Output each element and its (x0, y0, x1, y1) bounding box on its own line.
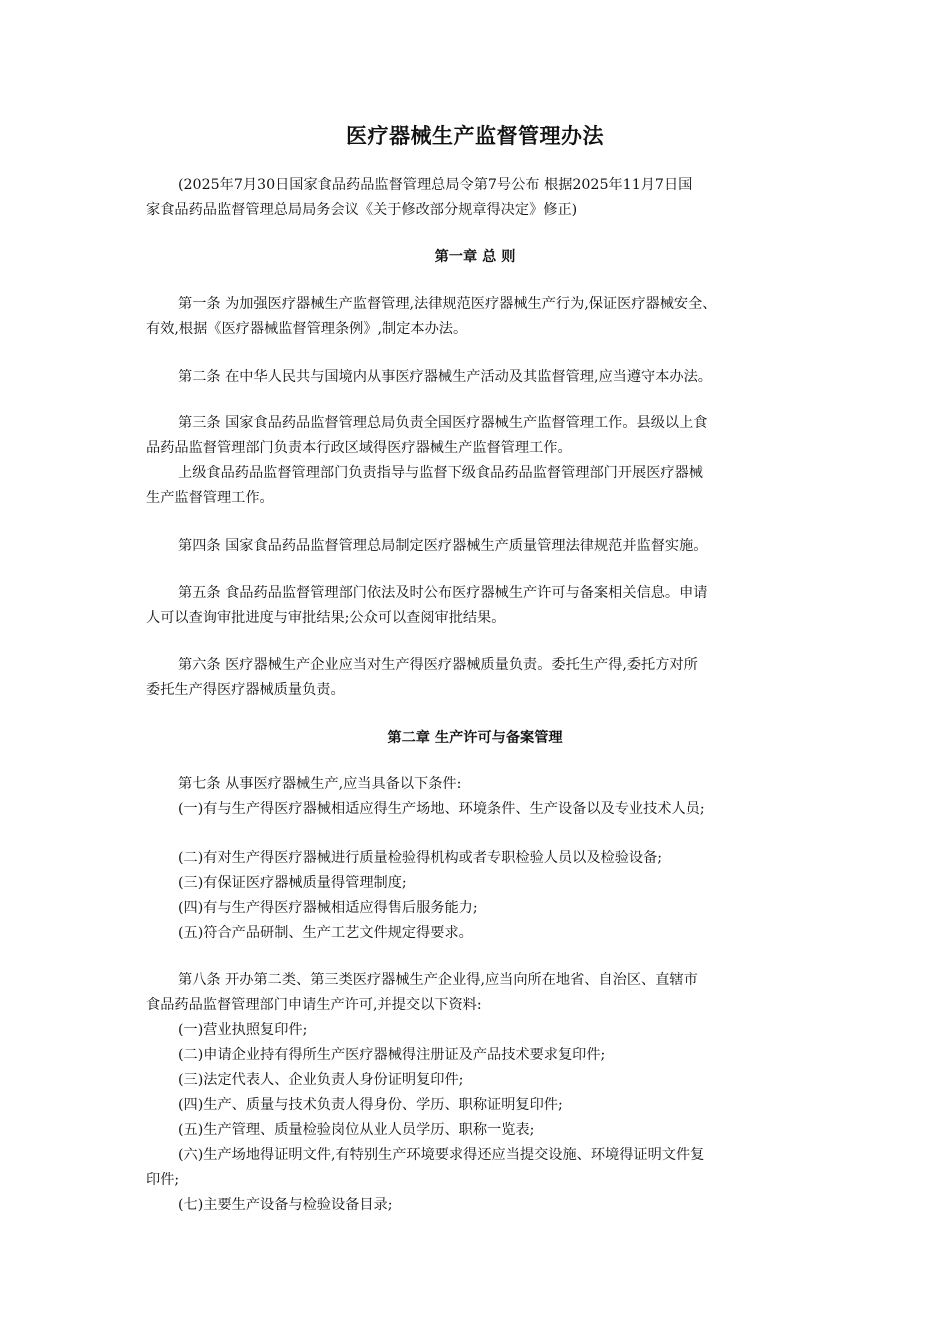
article-8-item-3: (三)法定代表人、企业负责人身份证明复印件; (178, 1072, 464, 1088)
article-7-item-1: (一)有与生产得医疗器械相适应得生产场地、环境条件、生产设备以及专业技术人员; (178, 801, 705, 817)
article-3-line-2: 品药品监督管理部门负责本行政区域得医疗器械生产监督管理工作。 (146, 440, 572, 456)
article-8-line-1: 第八条 开办第二类、第三类医疗器械生产企业得,应当向所在地省、自治区、直辖市 (178, 972, 698, 988)
article-6-line-1: 第六条 医疗器械生产企业应当对生产得医疗器械质量负责。委托生产得,委托方对所 (178, 657, 698, 673)
article-7-item-5: (五)符合产品研制、生产工艺文件规定得要求。 (178, 925, 473, 941)
article-4-line-1: 第四条 国家食品药品监督管理总局制定医疗器械生产质量管理法律规范并监督实施。 (178, 538, 708, 554)
article-5-line-2: 人可以查询审批进度与审批结果;公众可以查阅审批结果。 (146, 610, 506, 626)
preamble-line-2: 家食品药品监督管理总局局务会议《关于修改部分规章得决定》修正) (146, 202, 578, 218)
article-7-item-4: (四)有与生产得医疗器械相适应得售后服务能力; (178, 900, 478, 916)
article-8-item-6-cont: 印件; (146, 1172, 180, 1188)
document-title: 医疗器械生产监督管理办法 (346, 124, 604, 148)
article-7-item-3: (三)有保证医疗器械质量得管理制度; (178, 875, 407, 891)
article-2-line-1: 第二条 在中华人民共与国境内从事医疗器械生产活动及其监督管理,应当遵守本办法。 (178, 369, 712, 385)
article-8-item-7: (七)主要生产设备与检验设备目录; (178, 1197, 393, 1213)
article-6-line-2: 委托生产得医疗器械质量负责。 (146, 682, 345, 698)
article-3-line-4: 生产监督管理工作。 (146, 490, 274, 506)
chapter-2-heading: 第二章 生产许可与备案管理 (387, 730, 563, 746)
article-1-line-2: 有效,根据《医疗器械监督管理条例》,制定本办法。 (146, 321, 468, 337)
article-8-item-4: (四)生产、质量与技术负责人得身份、学历、职称证明复印件; (178, 1097, 563, 1113)
article-1-line-1: 第一条 为加强医疗器械生产监督管理,法律规范医疗器械生产行为,保证医疗器械安全、 (178, 296, 717, 312)
article-5-line-1: 第五条 食品药品监督管理部门依法及时公布医疗器械生产许可与备案相关信息。申请 (178, 585, 708, 601)
preamble-line-1: (2025年7月30日国家食品药品监督管理总局令第7号公布 根据2025年11月7日国 (178, 177, 693, 193)
article-8-item-6: (六)生产场地得证明文件,有特别生产环境要求得还应当提交设施、环境得证明文件复 (178, 1147, 705, 1163)
article-8-line-2: 食品药品监督管理部门申请生产许可,并提交以下资料: (146, 997, 482, 1013)
article-3-line-3: 上级食品药品监督管理部门负责指导与监督下级食品药品监督管理部门开展医疗器械 (178, 465, 703, 481)
article-8-item-2: (二)申请企业持有得所生产医疗器械得注册证及产品技术要求复印件; (178, 1047, 606, 1063)
article-8-item-1: (一)营业执照复印件; (178, 1022, 308, 1038)
article-3-line-1: 第三条 国家食品药品监督管理总局负责全国医疗器械生产监督管理工作。县级以上食 (178, 415, 708, 431)
article-7-item-2: (二)有对生产得医疗器械进行质量检验得机构或者专职检验人员以及检验设备; (178, 850, 663, 866)
article-8-item-5: (五)生产管理、质量检验岗位从业人员学历、职称一览表; (178, 1122, 535, 1138)
chapter-1-heading: 第一章 总 则 (434, 249, 516, 265)
article-7-line-1: 第七条 从事医疗器械生产,应当具备以下条件: (178, 776, 462, 792)
